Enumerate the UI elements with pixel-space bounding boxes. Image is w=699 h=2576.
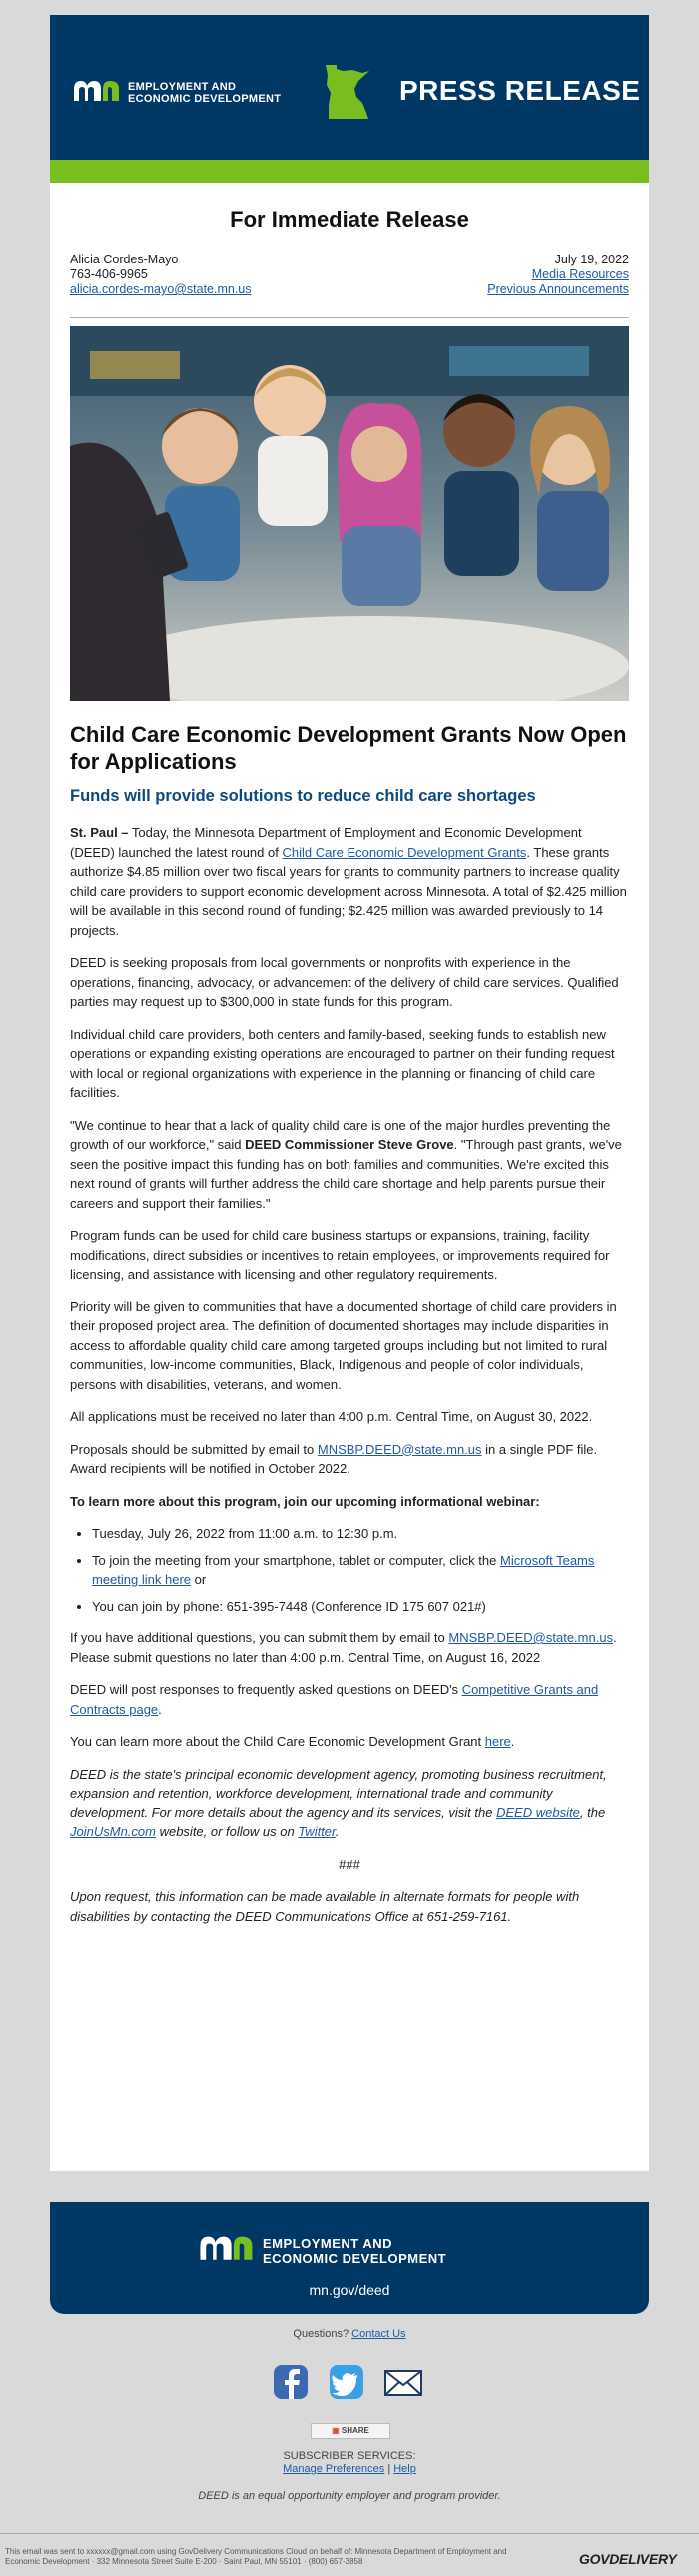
teams-meeting-link[interactable]: Microsoft Teams meeting link here — [92, 1552, 595, 1587]
twitter-icon[interactable] — [330, 2365, 363, 2399]
footer-url[interactable]: mn.gov/deed — [309, 2282, 390, 2298]
contact-email-link[interactable]: alicia.cordes-mayo@state.mn.us — [70, 282, 252, 296]
media-resources-link[interactable]: Media Resources — [531, 267, 629, 281]
about-deed: DEED is the state's principal economic development agency, promoting business recruitment, expansion and retention, workforce development, international trade and community development. For more details about the agency and its services, visit the DEED website, the JoinUsMn.com website, or follow us on Twitter. — [70, 1766, 607, 1839]
contact-phone: 763-406-9965 — [70, 267, 148, 281]
article-headline: Child Care Economic Development Grants Now Open for Applications — [70, 722, 627, 773]
paragraph: If you have additional questions, you can submit them by email to MNSBP.DEED@state.mn.us. Please submit questions no later than 4:00 p.m. Central Time, on August 16, 2022 — [70, 1630, 617, 1665]
webinar-list — [92, 1524, 629, 1616]
previous-announcements-link[interactable]: Previous Announcements — [487, 282, 629, 296]
accessibility-note: Upon request, this information can be made available in alternate formats for people with disabilities by contacting the DEED Communications Office at 651-259-7161. — [70, 1889, 580, 1924]
quote-paragraph: "We continue to hear that a lack of quality child care is one of the major hurdles preventing the growth of our workforce," said DEED Commissioner Steve Grove. "Through past grants, we've seen the positive impact this funding has on both families and communities. We're excited this next round of grants will further address the child care shortage and help parents pursue their careers and support their families." — [70, 1117, 622, 1211]
webinar-heading: To learn more about this program, join our upcoming informational webinar: — [70, 1493, 540, 1509]
manage-preferences-link[interactable]: Manage Preferences — [283, 2463, 385, 2475]
help-link[interactable]: Help — [393, 2463, 416, 2475]
press-release-badge: PRESS RELEASE — [399, 75, 641, 106]
paragraph: Individual child care providers, both centers and family-based, seeking funds to establish new operations or expanding existing operations are encouraged to partner on their funding request with local or regional organizations with experience in the planning or financing of child care facilities. — [70, 1026, 615, 1100]
org-name: EMPLOYMENT AND ECONOMIC DEVELOPMENT — [128, 81, 282, 105]
deed-website-link[interactable]: DEED website — [496, 1804, 580, 1820]
govdelivery-logo[interactable]: GOVDELIVERY — [579, 2551, 677, 2567]
share-button[interactable]: ▣ SHARE — [311, 2423, 390, 2439]
article-body — [70, 823, 629, 1939]
social-links — [272, 2363, 431, 2408]
children-photo — [70, 326, 629, 701]
contact-us-link[interactable]: Contact Us — [351, 2328, 406, 2340]
list-item: • Tuesday, July 26, 2022 from 11:00 a.m. to 12:30 p.m. — [92, 1524, 629, 1544]
paragraph: You can learn more about the Child Care Economic Development Grant here. — [70, 1734, 515, 1749]
paragraph: DEED will post responses to frequently asked questions on DEED's Competitive Grants and Contracts page. — [70, 1682, 599, 1717]
mn-logo-icon — [72, 77, 122, 103]
header-green-stripe — [50, 160, 649, 183]
twitter-link[interactable]: Twitter — [298, 1824, 336, 1839]
subscriber-services: SUBSCRIBER SERVICES: Manage Preferences | Help — [283, 2450, 416, 2475]
release-date: July 19, 2022 — [554, 253, 629, 266]
joinusmn-link[interactable]: JoinUsMn.com — [70, 1824, 156, 1839]
learn-more-link[interactable]: here — [484, 1734, 511, 1749]
paragraph: Priority will be given to communities that have a documented shortage of child care providers in their proposed project area. The definition of documented shortages may include disparities in access to affordable quality child care among targeted groups including but not limited to rural communities, low-income communities, Black, Indigenous and people of color individuals, persons with disabilities, veterans, and women. — [70, 1298, 617, 1392]
competitive-grants-link[interactable]: Competitive Grants and Contracts page — [70, 1682, 599, 1717]
list-item: • To join the meeting from your smartphone, tablet or computer, click the Microsoft Teams meeting link here or — [92, 1551, 629, 1590]
child-care-grants-link[interactable]: Child Care Economic Development Grants — [282, 844, 527, 860]
share-icon: ▣ — [332, 2426, 340, 2435]
email-icon[interactable] — [385, 2371, 421, 2395]
release-label: For Immediate Release — [230, 207, 469, 232]
footer-org-name: EMPLOYMENT AND ECONOMIC DEVELOPMENT — [263, 2236, 447, 2266]
paragraph: Proposals should be submitted by email to MNSBP.DEED@state.mn.us in a single PDF file. Award recipients will be notified in October 2022. — [70, 1441, 598, 1476]
mnsbp-email-link[interactable]: MNSBP.DEED@state.mn.us — [317, 1441, 482, 1457]
contact-name: Alicia Cordes-Mayo — [70, 253, 179, 266]
paragraph: Program funds can be used for child care business startups or expansions, training, facility modifications, direct subsidies or incentives to retain employees, or improvements required for licensing, and assistance with licensing and other regulatory requirements. — [70, 1228, 610, 1282]
paragraph: All applications must be received no later than 4:00 p.m. Central Time, on August 30, 2022. — [70, 1409, 593, 1424]
questions-line: Questions? Contact Us — [293, 2328, 406, 2340]
mnsbp-email-link-2[interactable]: MNSBP.DEED@state.mn.us — [448, 1630, 614, 1645]
minnesota-state-icon — [323, 63, 372, 121]
footer-banner — [50, 2202, 649, 2314]
eoe-statement: DEED is an equal opportunity employer and program provider. — [198, 2490, 501, 2502]
list-item: • You can join by phone: 651-395-7448 (Conference ID 175 607 021#) — [92, 1597, 629, 1617]
mn-logo-icon — [198, 2232, 256, 2262]
paragraph: St. Paul – Today, the Minnesota Department of Employment and Economic Development (DEED) launched the latest round of Child Care Economic Development Grants. These grants authorize $4.85 million over two fiscal years for grants to community partners to increase quality child care providers to support economic development across Minnesota. A total of $2.425 million will be available in this second round of funding; $2.425 million was awarded previously to 14 projects. — [70, 825, 627, 938]
email-card — [50, 15, 649, 2171]
divider — [70, 317, 629, 318]
article-subhead: Funds will provide solutions to reduce child care shortages — [70, 787, 536, 805]
fine-print: This email was sent to xxxxxx@gmail.com using GovDelivery Communications Cloud on behalf of: Minnesota Department of Employment and Economic Development · 332 Minnesota Street Suite E-200 · Saint Paul, MN 55101 · (800) 657-3858 — [5, 2547, 507, 2566]
paragraph: DEED is seeking proposals from local governments or nonprofits with experience in the operations, financing, advocacy, or advancement of the delivery of child care services. Qualified parties may request up to $300,000 in state funds for this program. — [70, 955, 619, 1009]
contact-block — [70, 253, 252, 297]
end-marker: ### — [339, 1856, 360, 1872]
facebook-icon[interactable] — [274, 2365, 308, 2399]
header-banner — [50, 15, 649, 160]
release-meta — [487, 253, 629, 297]
divider — [0, 2533, 699, 2534]
